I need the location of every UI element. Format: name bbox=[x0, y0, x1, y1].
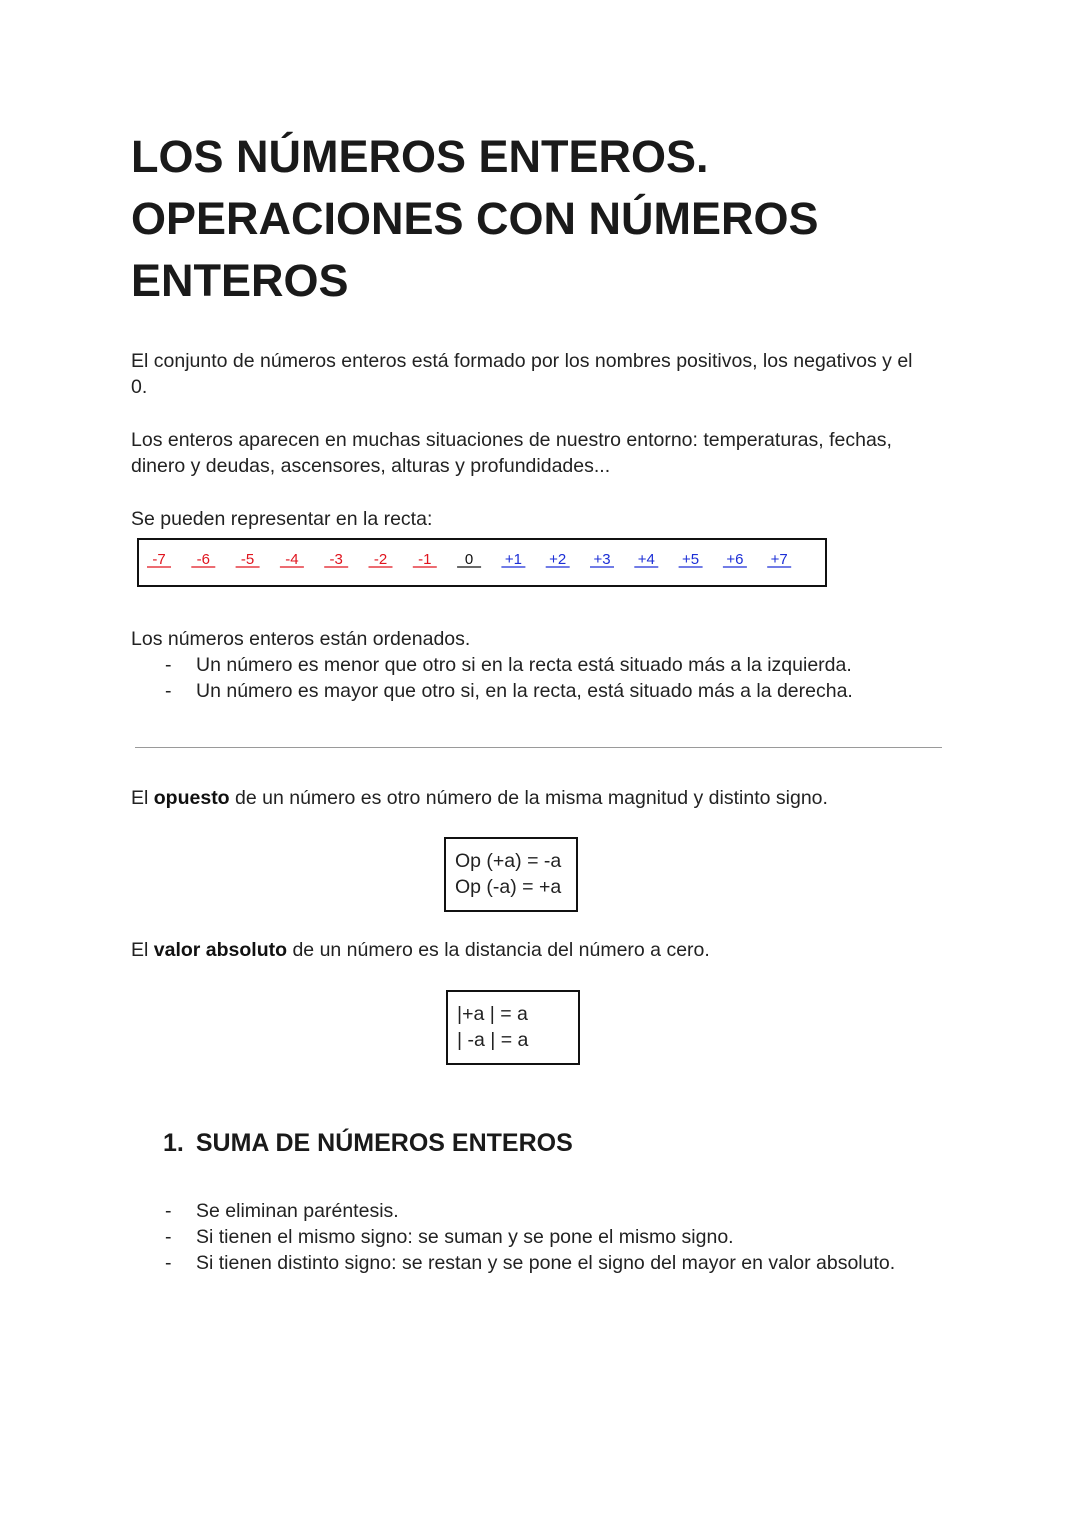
number-line-label: +3 bbox=[593, 551, 611, 568]
list-item-text: Si tienen el mismo signo: se suman y se pone el mismo signo. bbox=[196, 1226, 734, 1248]
formula-line: Op (+a) = -a bbox=[455, 850, 562, 872]
number-line-label: +4 bbox=[637, 551, 655, 568]
number-line-label: +6 bbox=[726, 551, 744, 568]
list-item bbox=[131, 1198, 971, 1224]
list-item bbox=[131, 1224, 971, 1250]
number-line-label: +2 bbox=[549, 551, 567, 568]
absolute-definition bbox=[131, 937, 951, 963]
formula-line: | -a | = a bbox=[457, 1029, 529, 1051]
term-opuesto: opuesto bbox=[153, 787, 230, 809]
bullet-dash: - bbox=[165, 1226, 172, 1248]
list-item-text: Un número es menor que otro si en la recta está situado más a la izquierda. bbox=[196, 654, 852, 676]
absolute-formula-box bbox=[446, 990, 580, 1065]
title-line: ENTEROS bbox=[131, 255, 349, 306]
number-line-label: -6 bbox=[196, 551, 210, 568]
list-item-text: Un número es mayor que otro si, en la recta, está situado más a la derecha. bbox=[196, 680, 853, 702]
text-line: Los enteros aparecen en muchas situaciones de nuestro entorno: temperaturas, fechas, bbox=[131, 429, 892, 451]
opposite-formula-box bbox=[444, 837, 578, 912]
section-title: SUMA DE NÚMEROS ENTEROS bbox=[195, 1129, 573, 1157]
number-line-label: 0 bbox=[464, 551, 474, 568]
opposite-definition bbox=[131, 785, 951, 811]
situations-paragraph bbox=[131, 427, 951, 479]
horizontal-divider bbox=[135, 747, 942, 748]
text-run: de un número es la distancia del número a cero. bbox=[287, 939, 710, 961]
number-line-label: -3 bbox=[329, 551, 343, 568]
text-run: El bbox=[131, 787, 154, 809]
section-heading-suma bbox=[163, 1126, 573, 1160]
list-item-text: Si tienen distinto signo: se restan y se pone el signo del mayor en valor absoluto. bbox=[196, 1252, 896, 1274]
number-line-label: -4 bbox=[285, 551, 299, 568]
number-line-svg bbox=[139, 540, 825, 585]
title-line: LOS NÚMEROS ENTEROS. bbox=[131, 131, 709, 182]
section-number: 1. bbox=[163, 1129, 184, 1157]
number-line-label: -1 bbox=[418, 551, 432, 568]
number-line-figure bbox=[137, 538, 827, 587]
suma-rules-list bbox=[131, 1198, 971, 1276]
ordered-heading: Los números enteros están ordenados. bbox=[131, 628, 471, 650]
bullet-dash: - bbox=[165, 1252, 172, 1274]
bullet-dash: - bbox=[165, 680, 172, 702]
title-line: OPERACIONES CON NÚMEROS bbox=[131, 193, 819, 244]
formula-line: |+a | = a bbox=[457, 1003, 528, 1025]
represent-text: Se pueden representar en la recta: bbox=[131, 508, 433, 530]
list-item bbox=[131, 652, 971, 678]
number-line-label: -2 bbox=[373, 551, 388, 568]
page-title bbox=[131, 126, 951, 312]
number-line-label: -5 bbox=[240, 551, 255, 568]
list-item bbox=[131, 678, 971, 704]
number-line-label: -7 bbox=[152, 551, 166, 568]
bullet-dash: - bbox=[165, 654, 172, 676]
term-valor-absoluto: valor absoluto bbox=[153, 939, 288, 961]
text-line: dinero y deudas, ascensores, alturas y profundidades... bbox=[131, 455, 611, 477]
list-item-text: Se eliminan paréntesis. bbox=[196, 1200, 399, 1222]
text-run: El bbox=[131, 939, 154, 961]
text-line: El conjunto de números enteros está formado por los nombres positivos, los negativos y el bbox=[131, 350, 913, 372]
bullet-dash: - bbox=[165, 1200, 172, 1222]
number-line-label: +5 bbox=[682, 551, 700, 568]
intro-paragraph bbox=[131, 348, 951, 400]
text-run: de un número es otro número de la misma magnitud y distinto signo. bbox=[229, 787, 828, 809]
number-line-label: +1 bbox=[504, 551, 522, 568]
list-item bbox=[131, 1250, 971, 1276]
number-line-label: +7 bbox=[770, 551, 788, 568]
ordered-list bbox=[131, 652, 971, 704]
text-line: 0. bbox=[131, 376, 148, 398]
formula-line: Op (-a) = +a bbox=[455, 876, 562, 898]
